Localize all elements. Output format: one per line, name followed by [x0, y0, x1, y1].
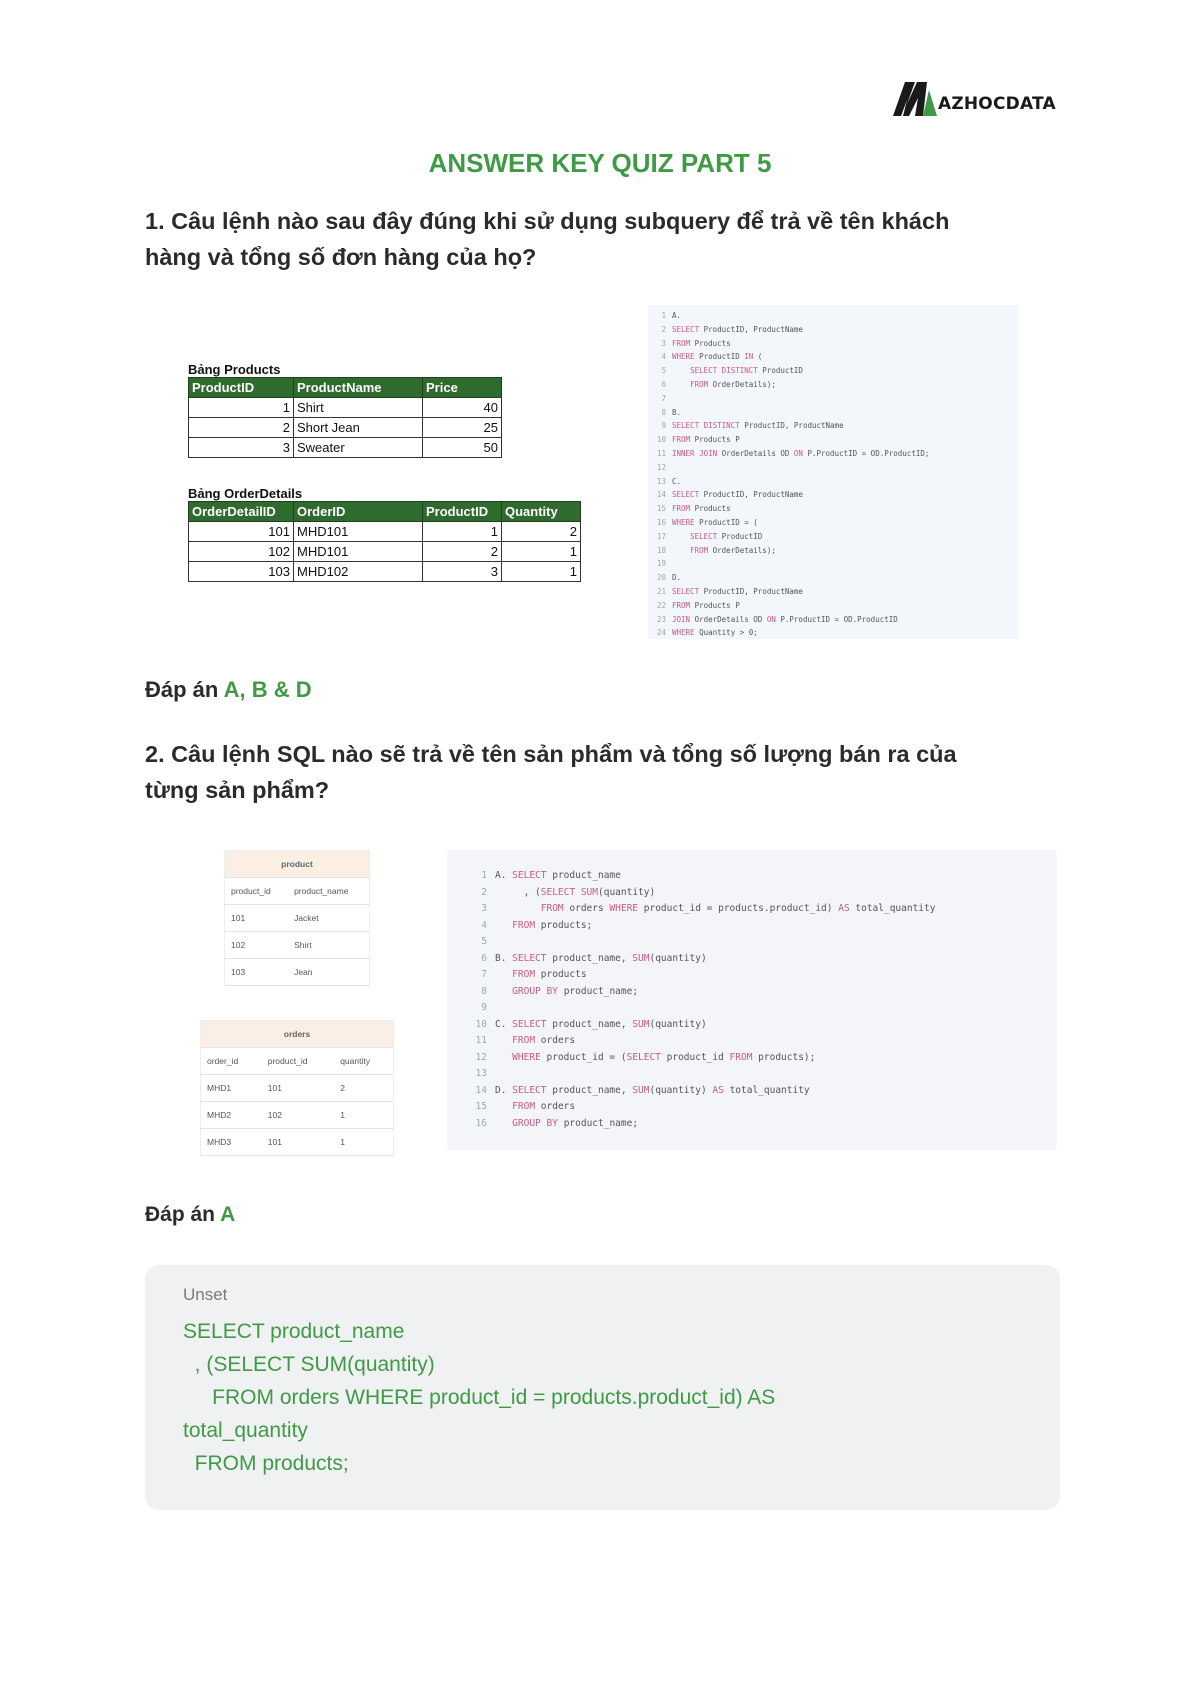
code-line: 15 FROM orders [467, 1099, 1057, 1116]
line-number: 5 [661, 366, 666, 376]
header-cell: product_id [225, 878, 289, 905]
code-content: SELECT product_name , (SELECT SUM(quantity) FROM orders WHERE product_id = products.product_id) AS total_quantity FROM products; [183, 1320, 776, 1475]
table-cell: 103 [225, 959, 289, 986]
line-number: 2 [481, 886, 487, 898]
header-cell: OrderID [294, 502, 423, 522]
table-row [201, 1075, 394, 1102]
answer-code-block [145, 1265, 1060, 1510]
table-cell: 101 [225, 905, 289, 932]
header-cell: product_id [262, 1048, 334, 1075]
table-header-row [201, 1048, 394, 1075]
table-cell: MHD3 [201, 1129, 262, 1156]
products-table-figure [188, 362, 502, 458]
table-cell: 1 [423, 522, 502, 542]
code-line: 24 WHERE Quantity > 0; [652, 626, 1018, 640]
table-row [225, 932, 370, 959]
code-line [467, 1000, 1057, 1017]
line-number: 8 [661, 407, 666, 417]
code-line [467, 934, 1057, 951]
table-cell: 2 [334, 1075, 393, 1102]
line-number: 6 [481, 952, 487, 964]
table-cell: Short Jean [294, 418, 423, 438]
line-number: 24 [656, 628, 666, 638]
answer-label: Đáp án [145, 677, 224, 702]
table-row [225, 959, 370, 986]
code-language-label: Unset [183, 1285, 228, 1304]
brand-logo [893, 80, 1056, 116]
line-number: 14 [475, 1084, 487, 1096]
page-title: ANSWER KEY QUIZ PART 5 [428, 148, 772, 178]
table-cell: 2 [423, 542, 502, 562]
line-number: 12 [475, 1051, 487, 1063]
code-line: 18 FROM OrderDetails); [652, 544, 1018, 558]
line-number: 3 [661, 338, 666, 348]
line-number: 22 [656, 600, 666, 610]
line-number: 2 [661, 324, 666, 334]
q2-answer [145, 1203, 235, 1227]
products-table [188, 377, 502, 458]
header-cell: ProductID [189, 378, 294, 398]
products-header-row [189, 378, 502, 398]
code-line: 5 SELECT DISTINCT ProductID [652, 364, 1018, 378]
line-number: 14 [656, 490, 666, 500]
question-2 [145, 736, 1065, 808]
line-number: 13 [656, 476, 666, 486]
line-number: 6 [661, 379, 666, 389]
code-line: 15 FROM Products [652, 502, 1018, 516]
line-number: 21 [656, 586, 666, 596]
line-number: 23 [656, 614, 666, 624]
table-cell: 1 [334, 1129, 393, 1156]
table-cell: 102 [225, 932, 289, 959]
table-row [225, 905, 370, 932]
orderdetails-table [188, 501, 581, 582]
table-cell: Shirt [288, 932, 369, 959]
table-header-row [225, 878, 370, 905]
table-row [189, 562, 581, 582]
line-number: 7 [481, 969, 487, 980]
line-number: 1 [481, 870, 487, 881]
line-number: 1 [661, 311, 666, 320]
table-cell: 101 [262, 1129, 334, 1156]
q1-code-snippet [648, 305, 1018, 639]
table-cell: 101 [189, 522, 294, 542]
code-line: 8 GROUP BY product_name; [467, 984, 1057, 1001]
line-number: 16 [656, 517, 666, 527]
answer-value: A, B & D [223, 677, 312, 702]
header-cell: product_name [288, 878, 369, 905]
line-number: 10 [656, 435, 666, 445]
table-cell: 2 [502, 522, 581, 542]
table-row [201, 1102, 394, 1129]
table-title: product [225, 851, 370, 878]
line-number: 9 [661, 421, 666, 431]
table-title: orders [201, 1021, 394, 1048]
table-row [189, 438, 502, 458]
table-row [189, 398, 502, 418]
code-line: 1 A. SELECT product_name [467, 868, 1057, 885]
line-number: 4 [661, 352, 666, 362]
code-line: 3 FROM orders WHERE product_id = products.product_id) AS total_quantity [467, 901, 1057, 918]
question-2-line-2: từng sản phẩm? [145, 777, 330, 803]
code-line: 22 FROM Products P [652, 599, 1018, 613]
table-cell: 1 [502, 562, 581, 582]
code-line [652, 392, 1018, 406]
table-cell: MHD1 [201, 1075, 262, 1102]
header-cell: order_id [201, 1048, 262, 1075]
header-cell: Quantity [502, 502, 581, 522]
header-cell: OrderDetailID [189, 502, 294, 522]
table-cell: 40 [423, 398, 502, 418]
code-line [652, 461, 1018, 475]
answer-label: Đáp án [145, 1203, 221, 1226]
table-cell: 102 [189, 542, 294, 562]
code-line: 13 C. [652, 475, 1018, 489]
q2-product-table [224, 850, 370, 986]
code-line: 9 SELECT DISTINCT ProductID, ProductName [652, 419, 1018, 433]
code-line: 10 C. SELECT product_name, SUM(quantity) [467, 1017, 1057, 1034]
code-line: 3 FROM Products [652, 337, 1018, 351]
code-line: 23 JOIN OrderDetails OD ON P.ProductID = OD.ProductID [652, 613, 1018, 627]
table-title-row [201, 1021, 394, 1048]
line-number: 9 [481, 1002, 487, 1013]
line-number: 5 [481, 936, 487, 947]
table-row [189, 542, 581, 562]
table-cell: 1 [334, 1102, 393, 1129]
header-cell: Price [423, 378, 502, 398]
orderdetails-header-row [189, 502, 581, 522]
table-cell: 2 [189, 418, 294, 438]
header-cell: quantity [334, 1048, 393, 1075]
line-number: 15 [656, 504, 666, 514]
table-cell: MHD102 [294, 562, 423, 582]
code-line: 6 B. SELECT product_name, SUM(quantity) [467, 951, 1057, 968]
code-line: 16 GROUP BY product_name; [467, 1116, 1057, 1133]
code-line: 14 SELECT ProductID, ProductName [652, 488, 1018, 502]
line-number: 17 [656, 531, 666, 541]
table-cell: Sweater [294, 438, 423, 458]
line-number: 16 [475, 1117, 487, 1129]
line-number: 11 [656, 448, 666, 458]
answer-value: A [220, 1203, 236, 1226]
line-number: 19 [656, 559, 666, 569]
code-line: 16 WHERE ProductID = ( [652, 516, 1018, 530]
table-cell: Jacket [288, 905, 369, 932]
q2-code-snippet [447, 850, 1057, 1150]
table-cell: MHD2 [201, 1102, 262, 1129]
table-cell: 101 [262, 1075, 334, 1102]
code-line: 20 D. [652, 571, 1018, 585]
question-2-line-1: 2. Câu lệnh SQL nào sẽ trả về tên sản phẩm và tổng số lượng bán ra của [145, 741, 957, 767]
code-line: 21 SELECT ProductID, ProductName [652, 585, 1018, 599]
code-line: 2 , (SELECT SUM(quantity) [467, 885, 1057, 902]
table-cell: MHD101 [294, 522, 423, 542]
code-line: 6 FROM OrderDetails); [652, 378, 1018, 392]
orderdetails-caption: Bảng OrderDetails [188, 486, 303, 501]
products-caption: Bảng Products [188, 362, 281, 377]
table-cell: 25 [423, 418, 502, 438]
line-number: 4 [481, 919, 487, 931]
line-number: 13 [475, 1068, 487, 1079]
question-1 [145, 203, 1065, 275]
line-number: 15 [475, 1101, 487, 1112]
code-line: 4 FROM products; [467, 918, 1057, 935]
code-line: 14 D. SELECT product_name, SUM(quantity) AS total_quantity [467, 1083, 1057, 1100]
code-line: 10 FROM Products P [652, 433, 1018, 447]
question-1-line-1: 1. Câu lệnh nào sau đây đúng khi sử dụng subquery để trả về tên khách [145, 208, 950, 234]
header-cell: ProductName [294, 378, 423, 398]
line-number: 20 [656, 573, 666, 583]
logo-mark-icon [893, 82, 937, 116]
q1-answer [145, 677, 312, 703]
table-cell: MHD101 [294, 542, 423, 562]
table-cell: 50 [423, 438, 502, 458]
question-1-line-2: hàng và tổng số đơn hàng của họ? [145, 244, 537, 270]
line-number: 11 [475, 1035, 487, 1046]
table-row [189, 418, 502, 438]
table-cell: 3 [423, 562, 502, 582]
orderdetails-table-figure [188, 486, 581, 582]
q2-orders-table [200, 1020, 394, 1156]
code-line: 11 INNER JOIN OrderDetails OD ON P.ProductID = OD.ProductID; [652, 447, 1018, 461]
logo-text: AZHOCDATA [938, 94, 1056, 114]
line-number: 18 [656, 545, 666, 555]
code-line: 7 FROM products [467, 967, 1057, 984]
table-cell: 102 [262, 1102, 334, 1129]
code-line: 2 SELECT ProductID, ProductName [652, 323, 1018, 337]
code-line: 11 FROM orders [467, 1033, 1057, 1050]
code-line: 8 B. [652, 406, 1018, 420]
code-line: 12 WHERE product_id = (SELECT product_id FROM products); [467, 1050, 1057, 1067]
table-cell: 1 [189, 398, 294, 418]
code-line [467, 1066, 1057, 1083]
table-cell: Jean [288, 959, 369, 986]
code-line: 4 WHERE ProductID IN ( [652, 350, 1018, 364]
table-cell: 3 [189, 438, 294, 458]
table-row [189, 522, 581, 542]
header-cell: ProductID [423, 502, 502, 522]
table-cell: 103 [189, 562, 294, 582]
table-title-row [225, 851, 370, 878]
code-line [652, 557, 1018, 571]
table-row [201, 1129, 394, 1156]
table-cell: Shirt [294, 398, 423, 418]
line-number: 10 [475, 1018, 487, 1030]
line-number: 3 [481, 903, 487, 914]
code-line: 1 A. [652, 309, 1018, 323]
table-cell: 1 [502, 542, 581, 562]
line-number: 7 [661, 393, 666, 403]
line-number: 8 [481, 985, 487, 997]
code-line: 17 SELECT ProductID [652, 530, 1018, 544]
line-number: 12 [656, 462, 666, 472]
